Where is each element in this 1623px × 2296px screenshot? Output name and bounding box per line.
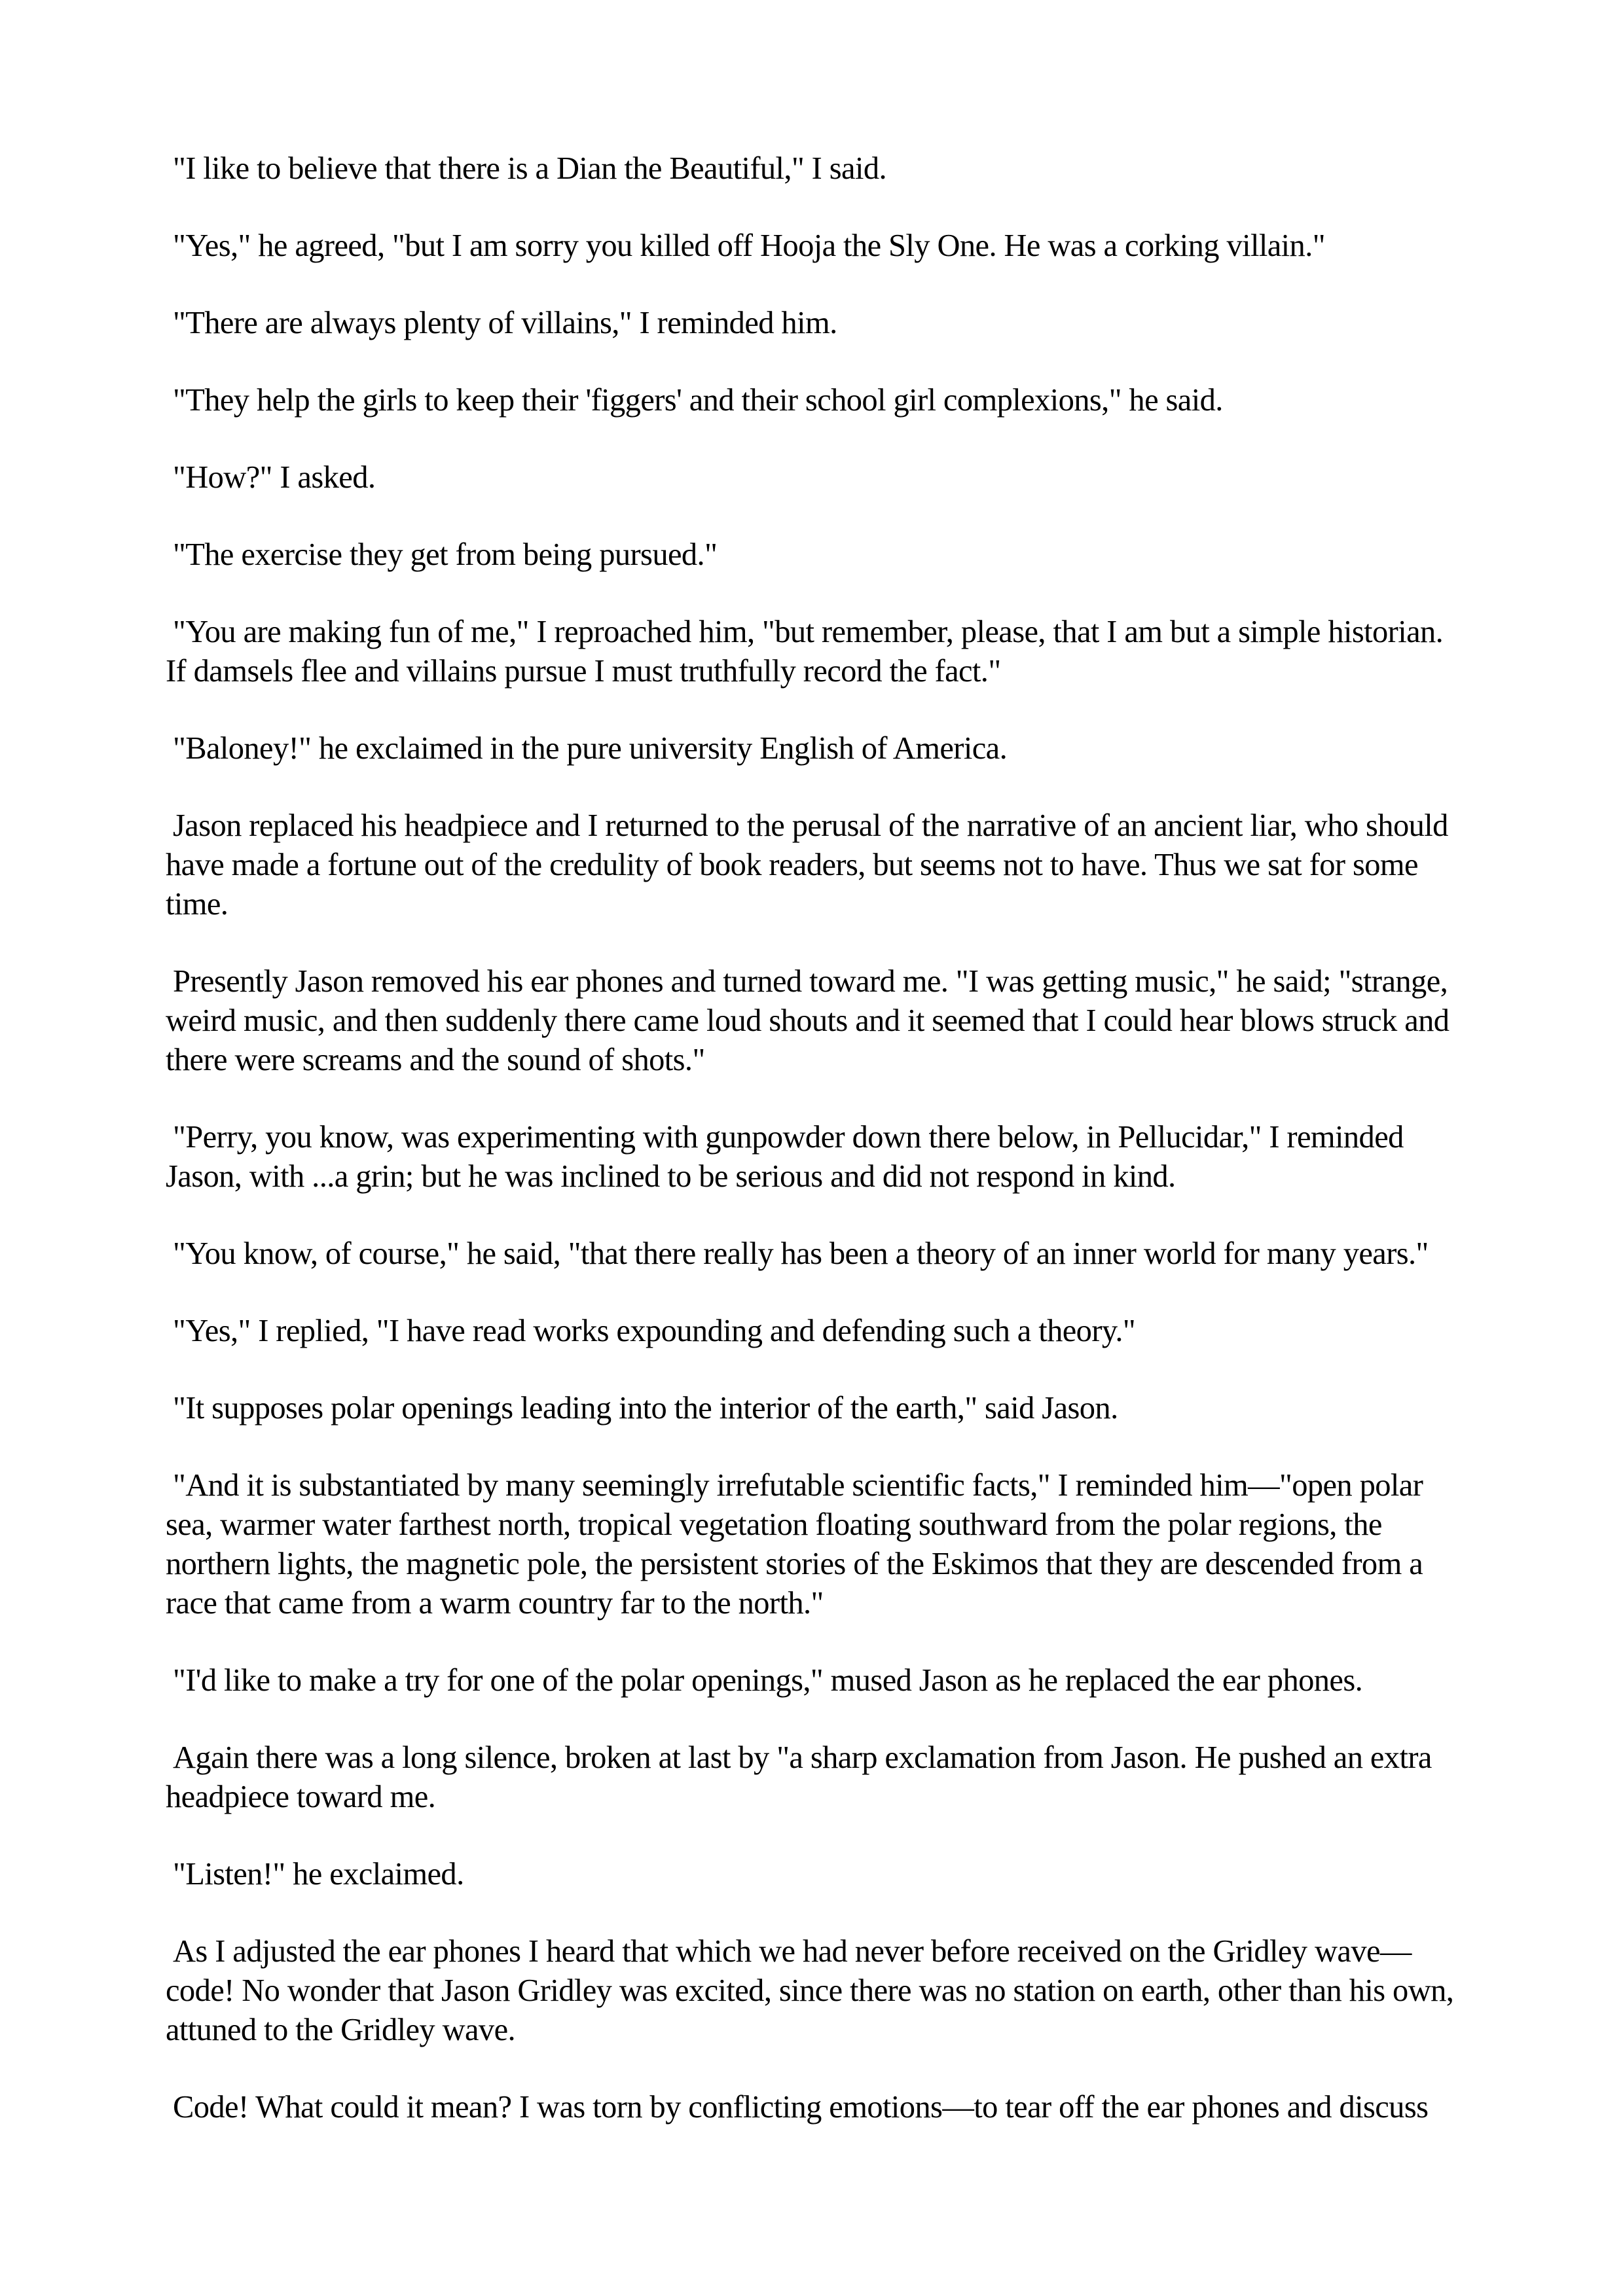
paragraph: "There are always plenty of villains," I reminded him. [173, 306, 837, 340]
paragraph: "Yes," he agreed, "but I am sorry you killed off Hooja the Sly One. He was a corking villain." [173, 228, 1325, 263]
paragraph: "And it is substantiated by many seemingly irrefutable scientific facts," I reminded him—"open polar sea, warmer water farthest north, tropical vegetation floating southward from the polar regions, the northern lights, the magnetic pole, the persistent stories of the Eskimos that they are descended from a race that came from a warm country far to the north." [166, 1468, 1423, 1621]
paragraph: Presently Jason removed his ear phones and turned toward me. "I was getting music," he said; "strange, weird music, and then suddenly there came loud shouts and it seemed that I could hear blows struck and there were screams and the sound of shots." [166, 964, 1450, 1077]
paragraph: "Yes," I replied, "I have read works expounding and defending such a theory." [173, 1314, 1136, 1348]
paragraph: As I adjusted the ear phones I heard that which we had never before received on the Gridley wave—code! No wonder that Jason Gridley was excited, since there was no station on earth, other than his own, attuned to the Gridley wave. [166, 1934, 1454, 2047]
paragraph: Again there was a long silence, broken at last by "a sharp exclamation from Jason. He pushed an extra headpiece toward me. [166, 1740, 1432, 1814]
paragraph: "They help the girls to keep their 'figgers' and their school girl complexions," he said. [173, 383, 1223, 418]
paragraph: "I'd like to make a try for one of the polar openings," mused Jason as he replaced the ear phones. [173, 1663, 1363, 1698]
paragraph: "Baloney!" he exclaimed in the pure university English of America. [173, 731, 1008, 766]
paragraph: "Perry, you know, was experimenting with gunpowder down there below, in Pellucidar," I reminded Jason, with ...a grin; but he was inclined to be serious and did not respond in kind. [166, 1120, 1404, 1194]
paragraph: "You know, of course," he said, "that there really has been a theory of an inner world for many years." [173, 1236, 1429, 1271]
paragraph: "How?" I asked. [173, 460, 376, 495]
paragraph: "Listen!" he exclaimed. [173, 1857, 464, 1892]
paragraph: "It supposes polar openings leading into the interior of the earth," said Jason. [173, 1391, 1118, 1426]
document-page [166, 149, 1468, 2165]
paragraph: "I like to believe that there is a Dian the Beautiful," I said. [173, 151, 886, 186]
paragraph: Code! What could it mean? I was torn by conflicting emotions—to tear off the ear phones and discuss [173, 2090, 1429, 2125]
paragraph: Jason replaced his headpiece and I returned to the perusal of the narrative of an ancient liar, who should have made a fortune out of the credulity of book readers, but seems not to have. Thus we sat for some time. [166, 808, 1448, 922]
paragraph: "You are making fun of me," I reproached him, "but remember, please, that I am but a simple historian. If damsels flee and villains pursue I must truthfully record the fact." [166, 615, 1444, 689]
paragraph: "The exercise they get from being pursued." [173, 537, 718, 572]
